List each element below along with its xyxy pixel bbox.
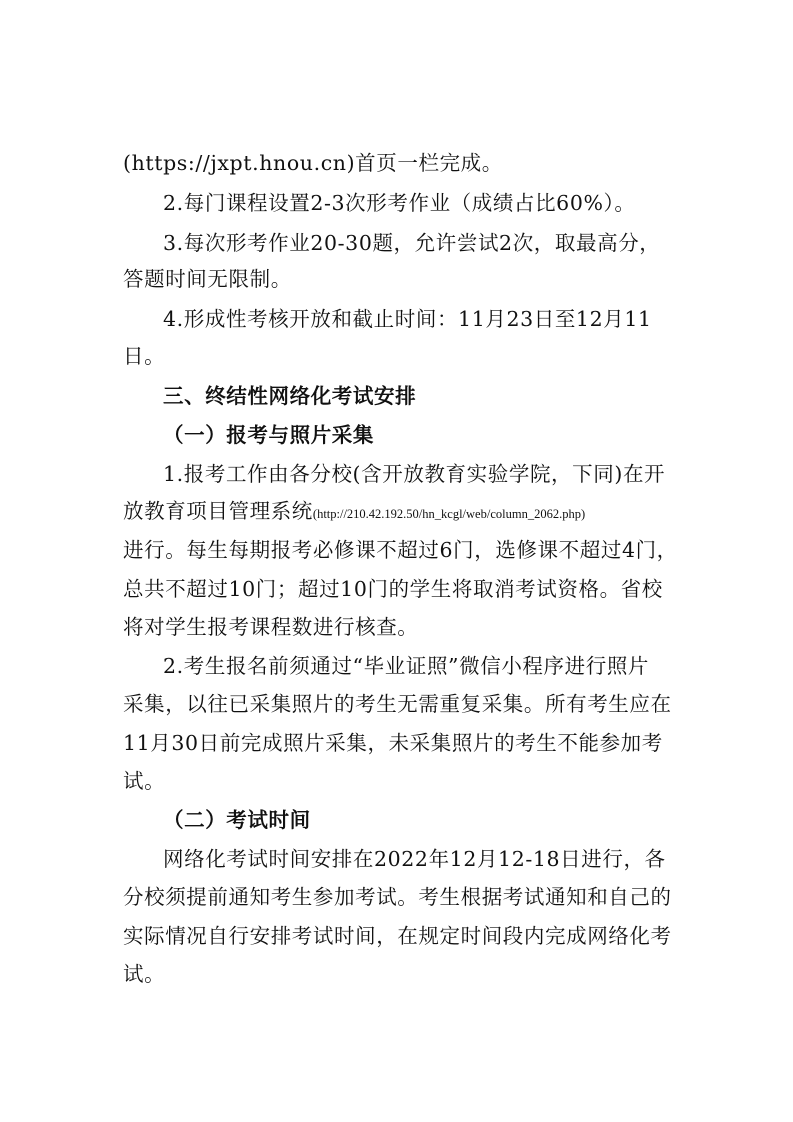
paragraph-line: 总共不超过10门；超过10门的学生将取消考试资格。省校	[123, 577, 663, 601]
paragraph-line: 1.报考工作由各分校(含开放教育实验学院，下同)在开	[163, 462, 666, 486]
paragraph-line: 实际情况自行安排考试时间，在规定时间段内完成网络化考	[123, 924, 672, 948]
paragraph-line: 进行。每生每期报考必修课不超过6门，选修课不超过4门，	[123, 538, 678, 562]
subsection-heading: （一）报考与照片采集	[163, 423, 374, 447]
subsection-heading: （二）考试时间	[163, 808, 311, 832]
paragraph-line: 2.每门课程设置2-3次形考作业（成绩占比60%）。	[163, 191, 636, 215]
paragraph-line	[123, 497, 683, 528]
paragraph-line: 将对学生报考课程数进行核查。	[123, 615, 419, 639]
paragraph-line: 试。	[123, 962, 166, 986]
paragraph-line: 3.每次形考作业20-30题，允许尝试2次，取最高分，	[163, 231, 661, 255]
paragraph-line: 日。	[123, 344, 166, 368]
paragraph-line: 分校须提前通知考生参加考试。考生根据考试通知和自己的	[123, 885, 672, 909]
paragraph-line: 采集，以往已采集照片的考生无需重复采集。所有考生应在	[123, 692, 672, 716]
section-heading: 三、终结性网络化考试安排	[163, 384, 417, 408]
paragraph-line: 11月30日前完成照片采集，未采集照片的考生不能参加考	[123, 731, 663, 755]
paragraph-line: 答题时间无限制。	[123, 267, 292, 291]
paragraph-line: (https://jxpt.hnou.cn)首页一栏完成。	[123, 151, 503, 175]
url-text: (http://210.42.192.50/hn_kcgl/web/column_2062.php)	[312, 507, 586, 521]
paragraph-text: 放教育项目管理系统	[123, 499, 313, 523]
paragraph-line: 2.考生报名前须通过“毕业证照”微信小程序进行照片	[163, 654, 650, 678]
paragraph-line: 4.形成性考核开放和截止时间：11月23日至12月11	[163, 307, 652, 331]
paragraph-line: 网络化考试时间安排在2022年12月12-18日进行，各	[163, 847, 666, 871]
paragraph-line: 试。	[123, 769, 166, 793]
